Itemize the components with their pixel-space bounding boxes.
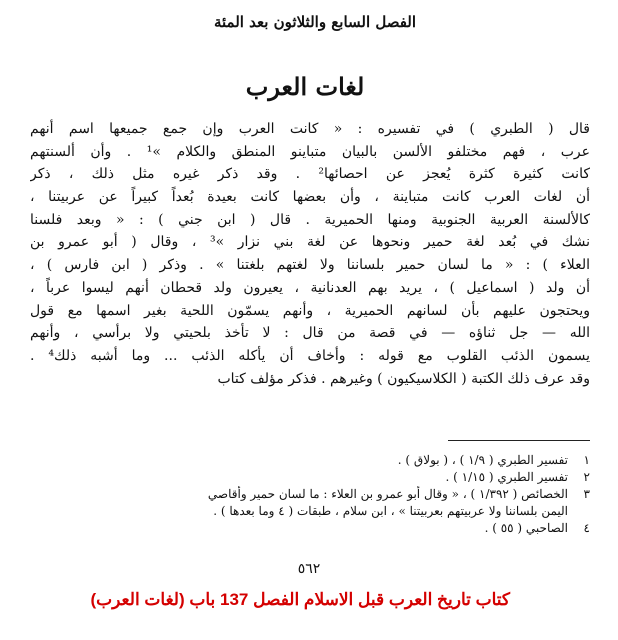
body-line: أن ولد ( اسماعيل ) ، يريد بهم العدنانية ، يعيرون ولد قحطان أنهم ليسوا عرباً ،: [30, 279, 590, 296]
footnote: [30, 520, 590, 537]
chapter-header: الفصل السابع والثلاثون بعد المئة: [213, 13, 417, 31]
body-line: عرب ، فهم مختلفو الألسن بالبيان متباينو المنطق والكلام »¹ . وأن ألسنتهم: [30, 143, 590, 160]
caption: كتاب تاريخ العرب قبل الاسلام الفصل 137 باب (لغات العرب): [90, 590, 510, 609]
footnote-text: الخصائص ( ١/٣٩٢ ) ، « وقال أبو عمرو بن العلاء : ما لسان حمير وأقاصي: [207, 487, 568, 501]
section-title: لغات العرب: [245, 72, 365, 101]
body-line: يسمون الذئب القلوب مع قوله : وأخاف أن يأكله الذئب ... وما أشبه ذلك⁴ .: [30, 347, 590, 364]
footnote-number: ٢: [583, 470, 590, 484]
body-line: وقد عرف ذلك الكتبة ( الكلاسيكيون ) وغيرهم . فذكر مؤلف كتاب: [217, 370, 590, 387]
body-line: كانت كثيرة كثرة يُعجز عن احصائها² . وقد ذكر غيره مثل ذلك ، ذكر: [30, 166, 590, 183]
body-line: قال ( الطبري ) في تفسيره : « كانت العرب وإن جمع جميعها اسم أنهم: [30, 121, 590, 137]
footnote-text: الصاحبي ( ٥٥ ) .: [484, 521, 568, 535]
footnote-text: تفسير الطبري ( ١/٩ ) ، ( بولاق ) .: [397, 453, 568, 467]
body-text: [30, 118, 590, 390]
footnote: [30, 469, 590, 486]
body-line: نشك في بُعد لغة حمير ونحوها عن لغة بني نزار »³ ، وقال ( أبو عمرو بن: [30, 234, 590, 251]
page-number: ٥٦٢: [297, 561, 321, 577]
footnote-divider: [448, 440, 590, 441]
footnotes: [30, 452, 590, 537]
footnote-number: ٤: [583, 521, 590, 535]
body-line: ويحتجون عليهم بأن لسانهم الحميرية ، وأنهم يسمّون اللحية بغير اسمها مع قول: [30, 302, 590, 319]
footnote-text: تفسير الطبري ( ١/١٥ ) .: [445, 470, 568, 484]
body-line: العلاء ) : « ما لسان حمير بلساننا ولا لغتهم بلغتنا » . وذكر ( ابن فارس ) ،: [30, 257, 590, 274]
body-line: كالألسنة العربية الجنوبية ومنها الحميرية . قال ( ابن جني ) : « وبعد فلسنا: [30, 211, 590, 228]
footnote: [30, 452, 590, 469]
footnote-number: [568, 503, 590, 520]
footnote-number: ٣: [583, 487, 590, 501]
footnote: [30, 486, 590, 503]
footnote-text: اليمن بلساننا ولا عربيتهم بعربيتنا » ، ابن سلام ، طبقات ( ٤ وما بعدها ) .: [213, 504, 568, 518]
footnote-number: ١: [583, 453, 590, 467]
body-line: الله — جل ثناؤه — في قصة من قال : لا تأخذ بلحيتي ولا برأسي ، وأنهم: [30, 325, 590, 342]
footnote: [30, 503, 590, 520]
body-line: أن لغات العرب كانت متباينة ، وأن بعضها كانت بعيدة بُعداً كبيراً عن عربيتنا ،: [30, 189, 590, 206]
